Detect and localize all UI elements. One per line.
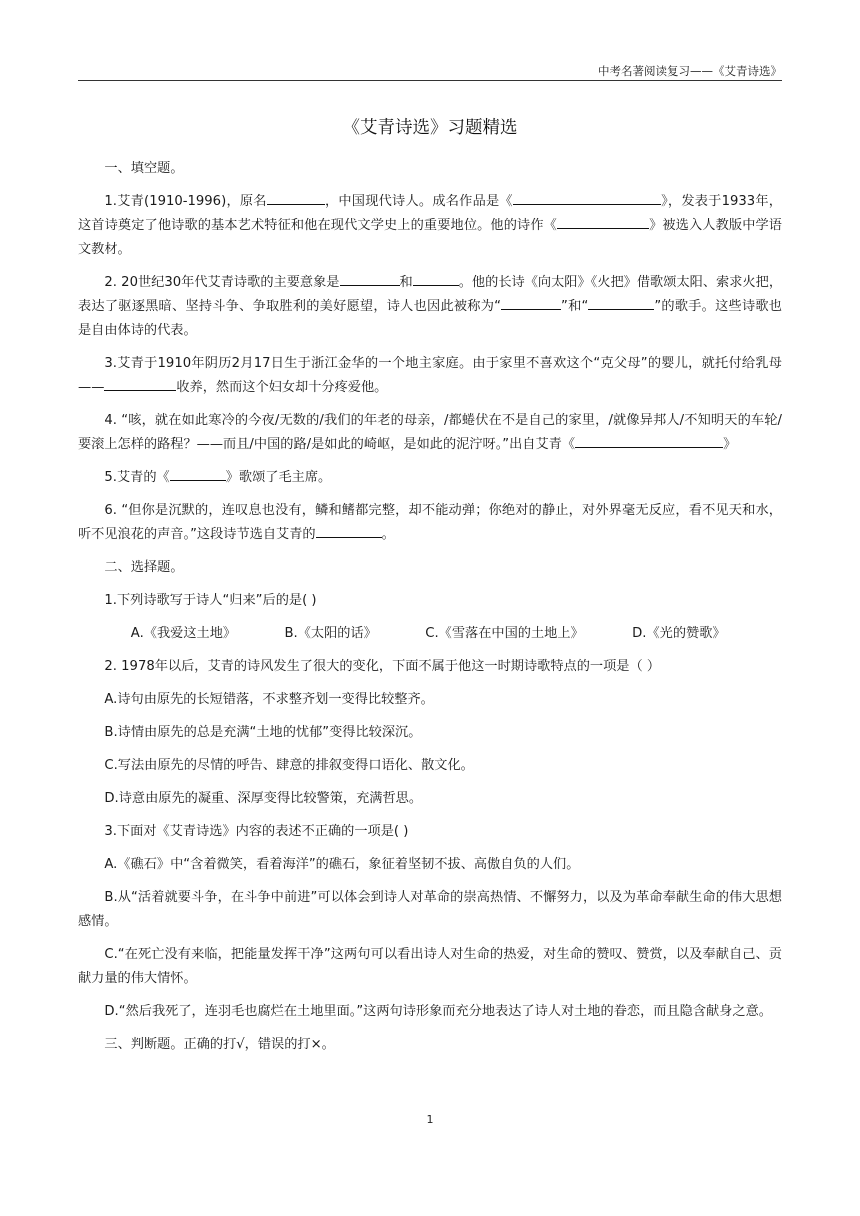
answer-blank	[501, 295, 561, 310]
option-b: B.从“活着就要斗争，在斗争中前进”可以体会到诗人对革命的崇高热情、不懈努力，以及为革命奉献生命的伟大思想感情。	[78, 890, 782, 929]
answer-blank	[267, 190, 325, 205]
page-number: 1	[426, 1113, 434, 1126]
page-title: 《艾青诗选》习题精选	[342, 118, 518, 138]
choice-question-2-stem: 2. 1978年以后，艾青的诗风发生了很大的变化，下面不属于他这一时期诗歌特点的一项是（ ）	[104, 659, 661, 674]
fill-question-2: 2. 20世纪30年代艾青诗歌的主要意象是 和 。他的长诗《向太阳》《火把》借歌颂太阳、索求火把，表达了驱逐黑暗、坚持斗争、争取胜利的美好愿望，诗人也因此被称为“ ”和“ ”的歌手。这些诗歌也是自由体诗的代表。	[78, 271, 782, 343]
option-a: A.诗句由原先的长短错落，不求整齐划一变得比较整齐。	[104, 692, 434, 707]
option-b: B.《太阳的话》	[284, 626, 377, 641]
option-a: A.《我爱这土地》	[130, 626, 237, 641]
fill-question-6: 6. “但你是沉默的，连叹息也没有，鳞和鳍都完整，却不能动弹；你绝对的静止，对外界毫无反应，看不见天和水，听不见浪花的声音。”这段诗节选自艾青的 。	[78, 503, 782, 542]
section-heading-judgement: 三、判断题。正确的打√，错误的打×。	[104, 1037, 335, 1052]
answer-blank	[588, 295, 654, 310]
fill-question-4: 4. “咳，就在如此寒冷的今夜/无数的/我们的年老的母亲，/都蜷伏在不是自己的家里，/就像异邦人/不知明天的车轮/要滚上怎样的路程？——而且/中国的路/是如此的崎岖，是如此的泥泞呀。”出自艾青《 》	[78, 413, 782, 452]
answer-blank	[170, 466, 226, 481]
answer-blank	[557, 214, 649, 229]
section-heading-fill: 一、填空题。	[104, 161, 184, 176]
fill-question-3: 3.艾青于1910年阴历2月17日生于浙江金华的一个地主家庭。由于家里不喜欢这个“克父母”的婴儿，就托付给乳母—— 收养，然而这个妇女却十分疼爱他。	[78, 356, 782, 395]
option-c: C.写法由原先的尽情的呼告、肆意的排叙变得口语化、散文化。	[104, 758, 474, 773]
answer-blank	[104, 376, 176, 391]
option-d: D.“然后我死了，连羽毛也腐烂在土地里面。”这两句诗形象而充分地表达了诗人对土地的眷恋，而且隐含献身之意。	[104, 1004, 772, 1019]
header-rule	[78, 80, 782, 81]
option-d: D.诗意由原先的凝重、深厚变得比较警策，充满哲思。	[104, 791, 423, 806]
choice-question-1-stem: 1.下列诗歌写于诗人“归来”后的是( )	[104, 593, 317, 608]
answer-blank	[575, 433, 723, 448]
option-c: C.“在死亡没有来临，把能量发挥干净”这两句可以看出诗人对生命的热爱，对生命的赞叹、赞赏，以及奉献自己、贡献力量的伟大情怀。	[78, 947, 782, 986]
fill-question-5: 5.艾青的《 》歌颂了毛主席。	[78, 466, 782, 490]
answer-blank	[340, 271, 400, 286]
fill-question-1: 1.艾青(1910-1996)，原名 ，中国现代诗人。成名作品是《 》，发表于1933年，这首诗奠定了他诗歌的基本艺术特征和他在现代文学史上的重要地位。他的诗作《 》被选入人教版中学语文教材。	[78, 190, 782, 262]
running-header: 中考名著阅读复习——《艾青诗选》	[598, 64, 782, 78]
section-heading-choice: 二、选择题。	[104, 560, 184, 575]
choice-question-3-stem: 3.下面对《艾青诗选》内容的表述不正确的一项是( )	[104, 824, 409, 839]
option-a: A.《礁石》中“含着微笑，看着海洋”的礁石，象征着坚韧不拔、高傲自负的人们。	[104, 857, 580, 872]
option-c: C.《雪落在中国的土地上》	[425, 626, 584, 641]
choice-question-1-options	[78, 622, 782, 646]
answer-blank	[413, 271, 459, 286]
exercise-content	[78, 157, 782, 1066]
answer-blank	[316, 523, 382, 538]
answer-blank	[513, 190, 661, 205]
option-b: B.诗情由原先的总是充满“土地的忧郁”变得比较深沉。	[104, 725, 422, 740]
option-d: D.《光的赞歌》	[632, 626, 726, 641]
